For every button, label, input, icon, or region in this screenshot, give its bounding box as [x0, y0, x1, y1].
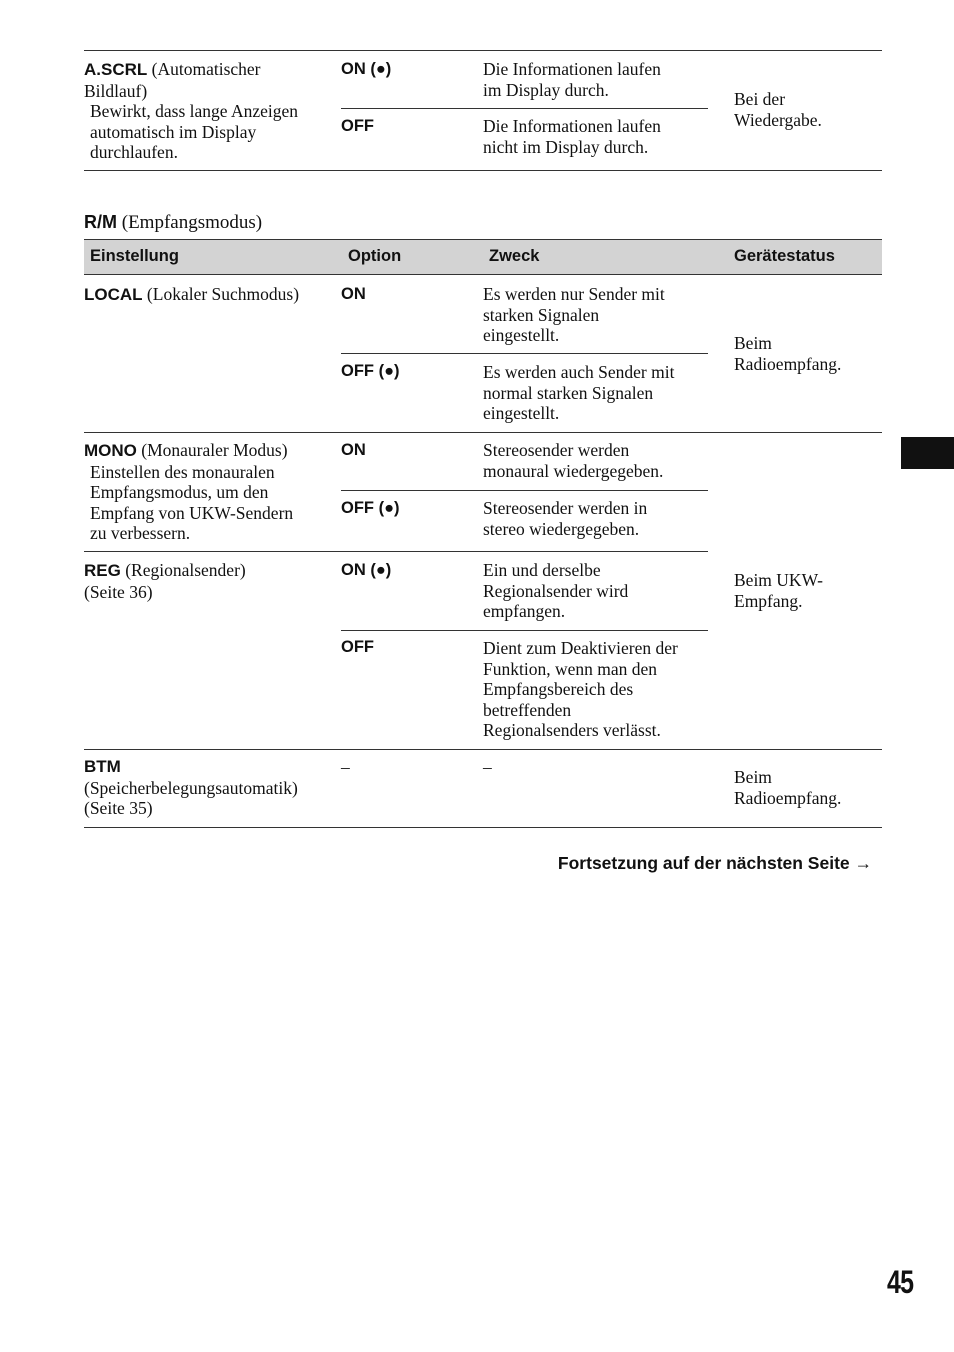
btm-setting-cell	[84, 757, 334, 819]
local-option-off: OFF (●)	[341, 362, 400, 380]
btm-name-desc: (Speicherbelegungsautomatik)	[84, 777, 298, 798]
ascrl-setting-cell	[84, 59, 334, 163]
section-title	[84, 210, 262, 235]
rule-after-local	[84, 432, 882, 433]
mono-name: MONO	[84, 441, 137, 460]
header-einstellung: Einstellung	[90, 247, 179, 265]
local-option-divider	[341, 353, 708, 354]
page-number: 45	[887, 1264, 914, 1300]
mono-purpose-off: Stereosender werden in stereo wiedergegeben.	[483, 498, 648, 539]
mono-option-on: ON	[341, 441, 366, 459]
mono-option-divider	[341, 490, 708, 491]
side-tab-marker	[901, 437, 954, 469]
reg-option-off: OFF	[341, 638, 374, 656]
ascrl-purpose-on: Die Informationen laufen im Display durch.	[483, 59, 661, 100]
ascrl-option-divider	[341, 108, 708, 109]
header-geraetestatus: Gerätestatus	[734, 247, 835, 265]
local-purpose-off: Es werden auch Sender mit normal starken Signalen eingestellt.	[483, 362, 675, 423]
local-name-desc: (Lokaler Suchmodus)	[146, 284, 300, 304]
reg-purpose-on: Ein und derselbe Regionalsender wird empfangen.	[483, 560, 629, 621]
mono-name-desc: (Monauraler Modus)	[141, 440, 288, 460]
top-table-rule-top	[84, 50, 882, 51]
mono-purpose-on: Stereosender werden monaural wiedergegeben.	[483, 440, 664, 481]
btm-purpose: –	[483, 757, 492, 777]
ascrl-option-on: ON (●)	[341, 60, 392, 78]
header-option: Option	[348, 247, 402, 265]
local-option-on: ON	[341, 285, 366, 303]
ascrl-status: Bei der Wiedergabe.	[734, 89, 822, 130]
top-table-rule-bottom	[84, 170, 882, 171]
btm-name: BTM	[84, 757, 121, 776]
btm-name-desc-2: (Seite 35)	[84, 798, 153, 818]
ukw-status: Beim UKW- Empfang.	[734, 570, 823, 611]
ascrl-option-off: OFF	[341, 117, 374, 135]
ascrl-purpose-off: Die Informationen laufen nicht im Display durch.	[483, 116, 661, 157]
local-setting-cell	[84, 284, 334, 306]
section-title-rest: (Empfangsmodus)	[121, 212, 263, 233]
local-status: Beim Radioempfang.	[734, 333, 842, 374]
section-title-bold: R/M	[84, 212, 117, 232]
local-name: LOCAL	[84, 285, 143, 304]
reg-option-on: ON (●)	[341, 561, 392, 579]
continuation-note: Fortsetzung auf der nächsten Seite →	[557, 853, 872, 873]
reg-name: REG	[84, 561, 121, 580]
reg-name-desc-2: (Seite 36)	[84, 581, 153, 602]
ascrl-name: A.SCRL	[84, 60, 148, 79]
btm-status: Beim Radioempfang.	[734, 767, 842, 808]
btm-option: –	[341, 757, 350, 777]
ascrl-description: Bewirkt, dass lange Anzeigen automatisch im Display durchlaufen.	[90, 101, 299, 162]
header-zweck: Zweck	[489, 247, 540, 265]
ascrl-name-desc: (Automatischer	[151, 59, 261, 79]
table-header	[84, 239, 882, 275]
table-rule-bottom	[84, 827, 882, 828]
mono-setting-cell	[84, 440, 334, 544]
rule-after-mono	[84, 551, 708, 552]
reg-option-divider	[341, 630, 708, 631]
rule-after-reg	[84, 749, 882, 750]
local-purpose-on: Es werden nur Sender mit starken Signalen eingestellt.	[483, 284, 665, 345]
mono-description: Einstellen des monauralen Empfangsmodus, um den Empfang von UKW-Sendern zu verbessern.	[90, 461, 294, 543]
reg-purpose-off: Dient zum Deaktivieren der Funktion, wenn man den Empfangsbereich des betreffenden Regionalsenders verlässt.	[483, 638, 678, 740]
mono-option-off: OFF (●)	[341, 499, 400, 517]
ascrl-name-desc-2: Bildlauf)	[84, 80, 148, 101]
reg-name-desc: (Regionalsender)	[125, 560, 246, 580]
reg-setting-cell	[84, 560, 334, 602]
